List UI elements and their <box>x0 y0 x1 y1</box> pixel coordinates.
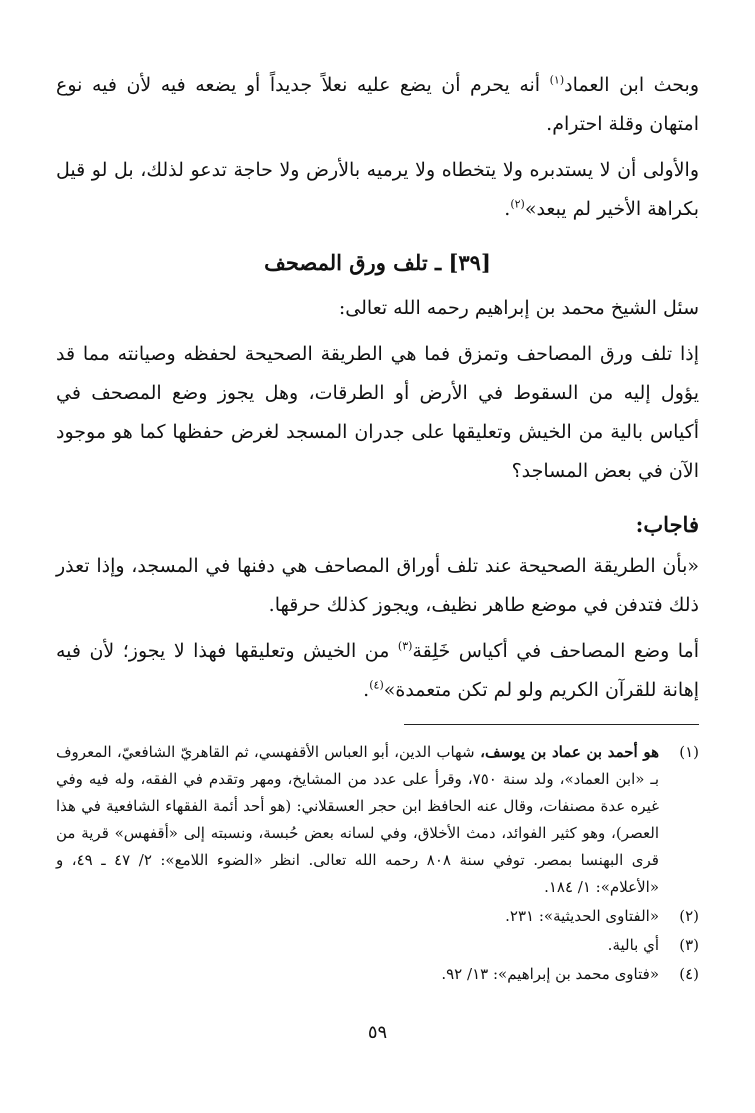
answer-label: فاجاب: <box>635 512 699 537</box>
footnote-number: (١) <box>679 743 699 761</box>
paragraph-ibn-alimad: وبحث ابن العماد$^{(١)}$ أنه يحرم أن يضع عليه نعلاً جديداً أو يضعه فيه لأن فيه نوع امتهان وقلة احترام. <box>56 73 699 135</box>
footnotes <box>56 739 699 988</box>
section-title: [٣٩] ـ تلف ورق المصحف <box>264 250 491 275</box>
answer-paragraph-2: أما وضع المصاحف في أكياس خَلِقة$^{(٣)}$ من الخيش وتعليقها فهذا لا يجوز؛ لأن فيه إهانة للقرآن الكريم ولو لم تكن متعمدة»$^{(٤)}$. <box>56 639 699 701</box>
footnote-divider <box>404 724 699 725</box>
footnote-text: «الفتاوى الحديثية»: ٢٣١. <box>505 907 659 925</box>
footnote-4 <box>56 961 699 988</box>
footnote-2 <box>56 903 699 930</box>
footnote-ref-2[interactable]: (٢) <box>510 197 525 211</box>
question-intro: سئل الشيخ محمد بن إبراهيم رحمه الله تعالى: <box>338 297 699 319</box>
footnote-1 <box>56 739 699 901</box>
footnote-text: «فتاوى محمد بن إبراهيم»: ١٣/ ٩٢. <box>441 965 659 983</box>
footnote-text: شهاب الدين، أبو العباس الأقفهسي، ثم القاهريّ الشافعيّ، المعروف بـ «ابن العماد»، ولد سنة ٧٥٠، وقرأ على عدد من المشايخ، ومهر وتقدم في الفقه، وله فيه وفي غيره عدة مصنفات، وقال عنه الحافظ ابن حجر العسقلاني: (هو أحد أئمة الفقهاء الشافعية في هذا العصر)، وهو كثير الفوائد، دمث الأخلاق، وفي لسانه بعض حُبسة، ونسبته إلى «أقفهس» قرية من قرى البهنسا بمصر. توفي سنة ٨٠٨ رحمه الله تعالى. انظر «الضوء اللامع»: ٢/ ٤٧ ـ ٤٩، و «الأعلام»: ١/ ١٨٤. <box>56 743 660 896</box>
footnote-text: أي بالية. <box>607 936 659 954</box>
footnote-ref-1[interactable]: (١) <box>549 73 565 87</box>
footnote-number: (٢) <box>679 907 699 925</box>
question-text: إذا تلف ورق المصاحف وتمزق فما هي الطريقة الصحيحة لحفظه وصيانته مما قد يؤول إليه من السقوط في الأرض أو الطرقات، وهل يجوز وضع المصحف في أكياس بالية من الخيش وتعليقها على جدران المسجد لغرض حفظها كما هو موجود الآن في بعض المساجد؟ <box>56 343 699 482</box>
page-number: ٥٩ <box>367 1022 388 1043</box>
footnote-ref-4[interactable]: (٤) <box>369 678 384 692</box>
answer-paragraph-1: «بأن الطريقة الصحيحة عند تلف أوراق المصاحف هي دفنها في المسجد، وإذا تعذر ذلك فتدفن في موضع طاهر نظيف، ويجوز كذلك حرقها. <box>56 555 699 616</box>
paragraph-preference: والأولى أن لا يستدبره ولا يتخطاه ولا يرميه بالأرض ولا حاجة تدعو لذلك، بل لو قيل بكراهة الأخير لم يبعد»$^{(٢)}$. <box>56 159 699 220</box>
footnote-bold-lead: هو أحمد بن عماد بن يوسف، <box>474 743 659 761</box>
footnote-number: (٣) <box>679 936 699 954</box>
footnote-number: (٤) <box>679 965 699 983</box>
footnote-ref-3[interactable]: (٣) <box>397 639 413 653</box>
footnote-3 <box>56 932 699 959</box>
